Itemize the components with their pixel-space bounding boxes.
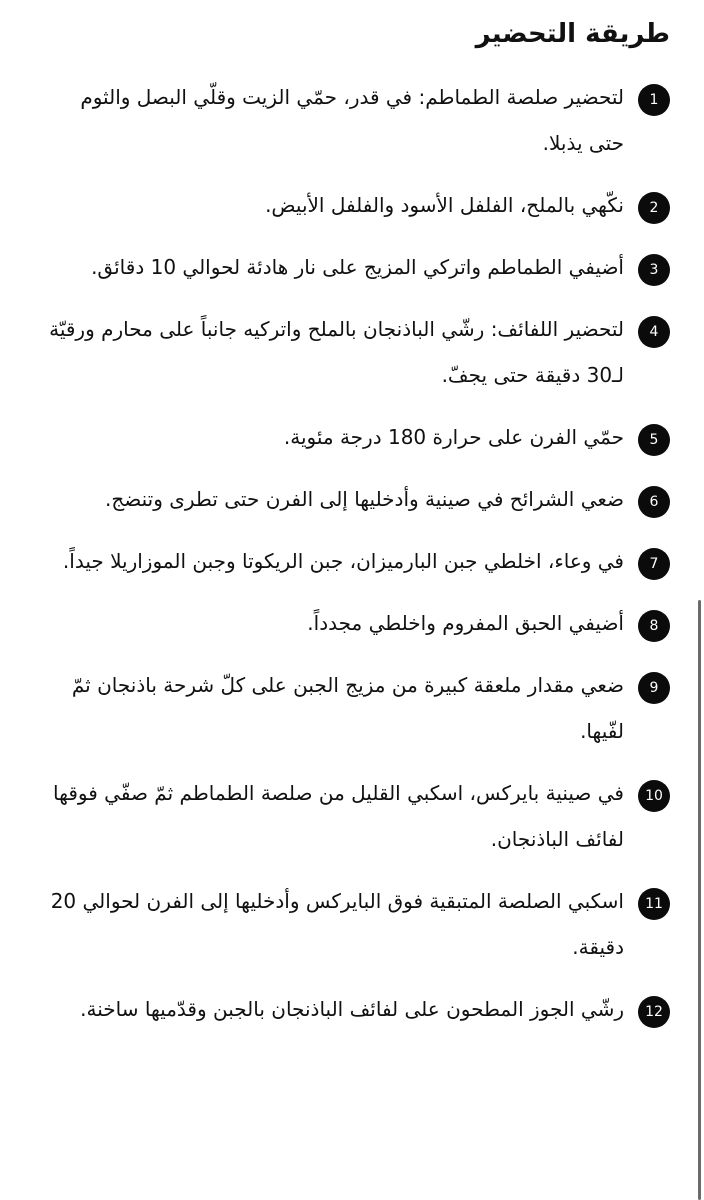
section-title: طريقة التحضير xyxy=(475,19,670,49)
step-number-badge: 3 xyxy=(638,254,670,286)
step-item xyxy=(40,538,670,584)
step-item xyxy=(40,244,670,290)
step-item xyxy=(40,306,670,398)
step-item xyxy=(40,770,670,862)
step-text: أضيفي الطماطم واتركي المزيج على نار هادئة لحوالي 10 دقائق. xyxy=(91,255,624,279)
step-text: أضيفي الحبق المفروم واخلطي مجدداً. xyxy=(307,611,624,635)
step-text: في صينية بايركس، اسكبي القليل من صلصة الطماطم ثمّ صفّي فوقها لفائف الباذنجان. xyxy=(53,781,624,851)
step-number-badge: 4 xyxy=(638,316,670,348)
step-number-badge: 12 xyxy=(638,996,670,1028)
steps-list xyxy=(40,74,670,1032)
step-item xyxy=(40,986,670,1032)
step-text: في وعاء، اخلطي جبن البارميزان، جبن الريكوتا وجبن الموزاريلا جيداً. xyxy=(62,549,624,573)
step-number-badge: 9 xyxy=(638,672,670,704)
step-text: لتحضير صلصة الطماطم: في قدر، حمّي الزيت وقلّي البصل والثوم حتى يذبلا. xyxy=(80,85,624,155)
step-text: رشّي الجوز المطحون على لفائف الباذنجان بالجبن وقدّميها ساخنة. xyxy=(80,997,624,1021)
step-item xyxy=(40,414,670,460)
step-item xyxy=(40,878,670,970)
step-item xyxy=(40,74,670,166)
step-number-badge: 6 xyxy=(638,486,670,518)
step-text: ضعي مقدار ملعقة كبيرة من مزيج الجبن على كلّ شرحة باذنجان ثمّ لفّيها. xyxy=(71,673,624,743)
step-item xyxy=(40,662,670,754)
step-number-badge: 2 xyxy=(638,192,670,224)
step-text: لتحضير اللفائف: رشّي الباذنجان بالملح واتركيه جانباً على محارم ورقيّة لـ30 دقيقة حتى يجفّ. xyxy=(49,317,624,387)
step-item xyxy=(40,476,670,522)
step-item xyxy=(40,600,670,646)
step-number-badge: 8 xyxy=(638,610,670,642)
step-text: اسكبي الصلصة المتبقية فوق البايركس وأدخليها إلى الفرن لحوالي 20 دقيقة. xyxy=(50,889,624,959)
step-number-badge: 5 xyxy=(638,424,670,456)
step-number-badge: 11 xyxy=(638,888,670,920)
step-text: حمّي الفرن على حرارة 180 درجة مئوية. xyxy=(283,425,624,449)
step-number-badge: 1 xyxy=(638,84,670,116)
scrollbar-thumb[interactable] xyxy=(698,600,701,1200)
step-number-badge: 7 xyxy=(638,548,670,580)
step-item xyxy=(40,182,670,228)
step-text: نكّهي بالملح، الفلفل الأسود والفلفل الأبيض. xyxy=(265,193,624,217)
step-text: ضعي الشرائح في صينية وأدخليها إلى الفرن حتى تطرى وتنضج. xyxy=(105,487,624,511)
step-number-badge: 10 xyxy=(638,780,670,812)
